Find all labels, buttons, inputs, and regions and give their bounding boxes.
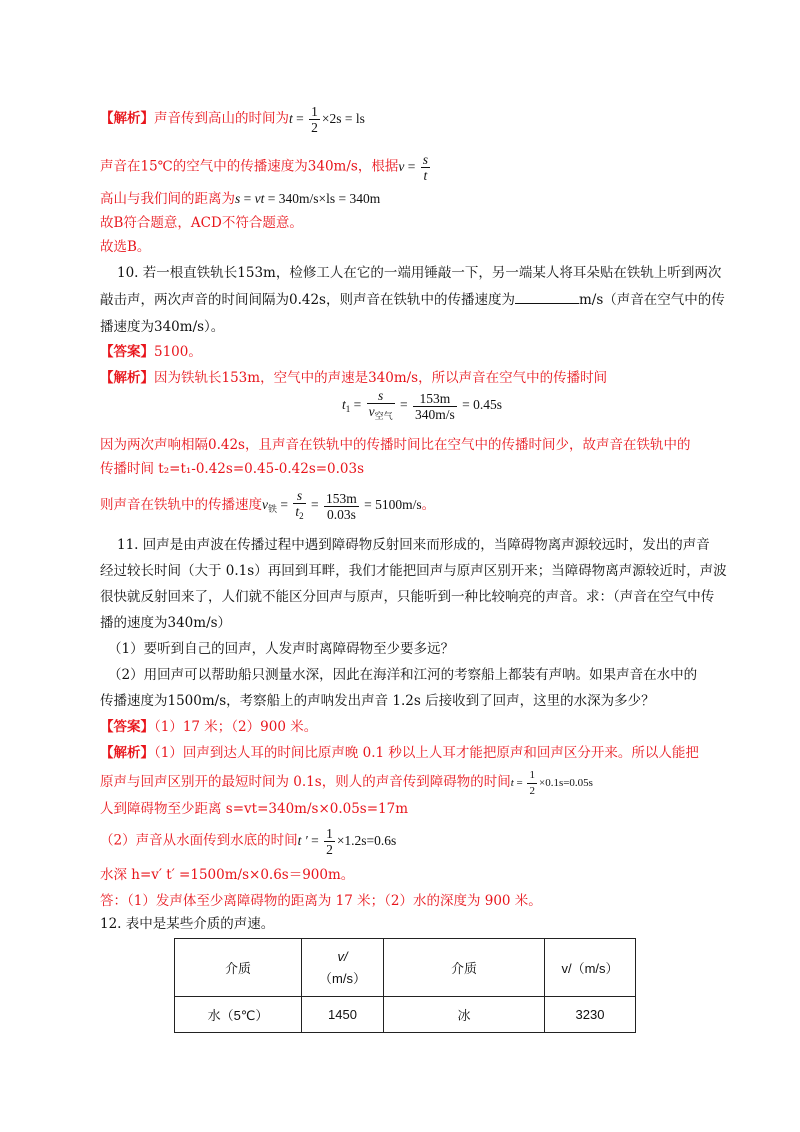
q11-analysis-line-2 xyxy=(100,768,593,799)
q11-question-line-3: 很快就反射回来了，人们就不能区分回声与原声，只能听到一种比较响亮的声音。求：（声音在空气中传 xyxy=(100,589,715,605)
formula: t ′ = $\frac{1}{2}$ ×1.2s=0.6s xyxy=(297,826,397,857)
q9-analysis-line-5: 故选B。 xyxy=(100,239,151,255)
formula: s = vt = 340m/s×ls = 340m xyxy=(235,191,381,206)
formula: t = $\frac{1}{2}$ ×0.1s=0.05s xyxy=(510,769,593,797)
analysis-tag: 【解析】 xyxy=(100,745,154,761)
q11-analysis-line-5: 水深 h=v′ t′ =1500m/s×0.6s＝900m。 xyxy=(100,867,355,883)
answer-text: （1）17 米；（2）900 米。 xyxy=(154,719,318,735)
q10-question-line-2 xyxy=(100,291,725,309)
q11-sub-question-1: （1）要听到自己的回声，人发声时离障碍物至少要多远？ xyxy=(108,641,455,657)
table-cell: 1450 xyxy=(302,997,384,1033)
table-header-cell: 介质 xyxy=(175,939,302,997)
q11-question-line-4: 播的速度为340m/s） xyxy=(100,615,232,631)
table-cell: 3230 xyxy=(545,997,636,1033)
formula: t = $\frac{1}{2}$ ×2s = ls xyxy=(289,104,365,135)
q9-analysis-line-4: 故B符合题意，ACD不符合题意。 xyxy=(100,215,303,231)
q11-sub-question-2-line-1: （2）用回声可以帮助船只测量水深，因此在海洋和江河的考察船上都装有声呐。如果声音在水中的 xyxy=(108,667,698,683)
table-header-cell: v/ （m/s） xyxy=(302,939,384,997)
q10-analysis-line-2: 因为两次声响相隔0.42s，且声音在铁轨中的传播时间比在空气中的传播时间少，故声音在铁轨中的 xyxy=(100,437,691,453)
analysis-text: 因为铁轨长153m，空气中的声速是340m/s，所以声音在空气中的传播时间 xyxy=(154,370,608,386)
q9-analysis-line-2 xyxy=(100,152,432,183)
q11-analysis-line-3: 人到障碍物至少距离 s=vt=340m/s×0.05s=17m xyxy=(100,801,409,817)
q11-answer xyxy=(100,718,317,736)
analysis-text: 声音在15℃的空气中的传播速度为340m/s，根据 xyxy=(100,158,399,175)
q10-question-line-1: 10. 若一根直铁轨长153m，检修工人在它的一端用锤敲一下，另一端某人将耳朵贴在铁轨上听到两次 xyxy=(117,265,722,281)
q11-question-line-1: 11. 回声是由声波在传播过程中遇到障碍物反射回来而形成的，当障碍物离声源较远时，发出的声音 xyxy=(117,537,710,553)
q10-analysis-line-4: 则声音在铁轨中的传播速度$v_铁$ = $\frac{s}{t_2}$ = $\frac{153m}{0.03s}$ = 5100m/s。 xyxy=(100,488,436,522)
analysis-text: （1）回声到达人耳的时间比原声晚 0.1 秒以上人耳才能把原声和回声区分开来。所以人能把 xyxy=(154,745,699,761)
answer-tag: 【答案】 xyxy=(100,719,154,735)
analysis-tag: 【解析】 xyxy=(100,110,154,127)
table-header-cell: v/（m/s） xyxy=(545,939,636,997)
q11-analysis-line-1 xyxy=(100,744,699,762)
answer-text: 5100。 xyxy=(154,344,202,360)
analysis-text: （2）声音从水面传到水底的时间 xyxy=(100,832,298,849)
analysis-text: 原声与回声区别开的最短时间为 0.1s，则人的声音传到障碍物的时间 xyxy=(100,774,511,791)
table-cell: 冰 xyxy=(384,997,545,1033)
analysis-tag: 【解析】 xyxy=(100,370,154,386)
sound-speed-table xyxy=(174,938,636,1033)
question-text: 敲击声，两次声音的时间间隔为0.42s，则声音在铁轨中的传播速度为 xyxy=(100,292,515,308)
q12-question-line-1: 12. 表中是某些介质的声速。 xyxy=(100,916,275,932)
analysis-text: 声音传到高山的时间为 xyxy=(154,110,289,127)
q9-analysis-line-1 xyxy=(100,104,365,135)
q11-analysis-line-4 xyxy=(100,826,396,857)
table-header-row xyxy=(175,939,636,997)
q11-analysis-line-6: 答：（1）发声体至少离障碍物的距离为 17 米；（2）水的深度为 900 米。 xyxy=(100,893,542,909)
q9-analysis-line-3 xyxy=(100,190,380,208)
question-text: m/s（声音在空气中的传 xyxy=(579,292,725,308)
q10-formula-air-time: $t_1$ = $\frac{s}{v_{空气}}$ = $\frac{153m}{340m/s}$ = 0.45s xyxy=(342,388,503,422)
table-header-cell: 介质 xyxy=(384,939,545,997)
table-row xyxy=(175,997,636,1033)
analysis-text: 高山与我们间的距离为 xyxy=(100,191,235,207)
q10-analysis-line-1 xyxy=(100,369,607,387)
analysis-text: 则声音在铁轨中的传播速度 xyxy=(100,497,262,514)
q10-question-line-3: 播速度为340m/s）。 xyxy=(100,319,225,335)
answer-blank xyxy=(515,291,579,304)
q10-answer xyxy=(100,343,202,361)
q11-sub-question-2-line-2: 传播速度为1500m/s，考察船上的声呐发出声音 1.2s 后接收到了回声，这里的水深为多少？ xyxy=(100,693,655,709)
formula: $v_铁$ = $\frac{s}{t_2}$ = $\frac{153m}{0.03s}$ = 5100m/s xyxy=(262,488,422,522)
answer-tag: 【答案】 xyxy=(100,344,154,360)
table-cell: 水（5℃） xyxy=(175,997,302,1033)
formula: v = $\frac{s}{t}$ xyxy=(398,152,428,183)
q11-question-line-2: 经过较长时间（大于 0.1s）再回到耳畔，我们才能把回声与原声区别开来；当障碍物离声源较近时，声波 xyxy=(100,563,727,579)
q10-analysis-line-3: 传播时间 t₂=t₁-0.42s=0.45-0.42s=0.03s xyxy=(100,461,365,477)
